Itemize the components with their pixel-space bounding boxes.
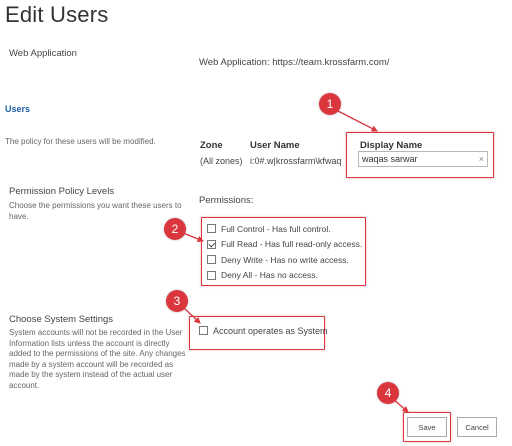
- permission-option-label: Deny All - Has no access.: [221, 270, 318, 281]
- clear-icon[interactable]: ×: [478, 154, 484, 164]
- display-name-value: waqas sarwar: [362, 154, 418, 164]
- permission-option-label: Full Read - Has full read-only access.: [221, 239, 363, 250]
- web-application-section-label: Web Application: [9, 48, 77, 59]
- permission-option-label: Full Control - Has full control.: [221, 223, 331, 234]
- annotation-arrow-2: [183, 233, 203, 241]
- users-section-heading: Users: [5, 104, 31, 114]
- system-settings-description: System accounts will not be recorded in the User Information lists unless the account is directly added to the permissions of the site. Any changes made by a system account will be recorded as made by the system instead of the actual user account.: [9, 328, 186, 390]
- annotation-badge-1: 1: [319, 93, 341, 115]
- column-header-user-name: User Name: [250, 140, 300, 151]
- web-application-value: Web Application: https://team.krossfarm.com/: [199, 57, 390, 68]
- annotation-arrow-3: [184, 308, 200, 323]
- annotation-badge-2: 2: [164, 218, 186, 240]
- system-account-label: Account operates as System: [213, 325, 328, 336]
- users-section-description: The policy for these users will be modified.: [5, 137, 156, 146]
- user-zone-cell: (All zones): [200, 156, 243, 166]
- save-button[interactable]: Save: [407, 417, 447, 437]
- cancel-button[interactable]: Cancel: [457, 417, 497, 437]
- permission-option-label: Deny Write - Has no write access.: [221, 254, 349, 265]
- permission-policy-section-label: Permission Policy Levels: [9, 186, 115, 197]
- page-title: Edit Users: [5, 2, 109, 27]
- annotation-badge-3: 3: [166, 290, 188, 312]
- annotation-badge-4: 4: [377, 382, 399, 404]
- column-header-zone: Zone: [200, 140, 223, 151]
- permissions-label: Permissions:: [199, 195, 254, 206]
- system-settings-section-label: Choose System Settings: [9, 314, 114, 325]
- permission-policy-description: Choose the permissions you want these users to have.: [9, 201, 182, 221]
- column-header-display-name: Display Name: [360, 140, 423, 151]
- annotation-arrow-1: [336, 110, 377, 131]
- user-name-cell: i:0#.w|krossfarm\kfwaq: [250, 156, 342, 166]
